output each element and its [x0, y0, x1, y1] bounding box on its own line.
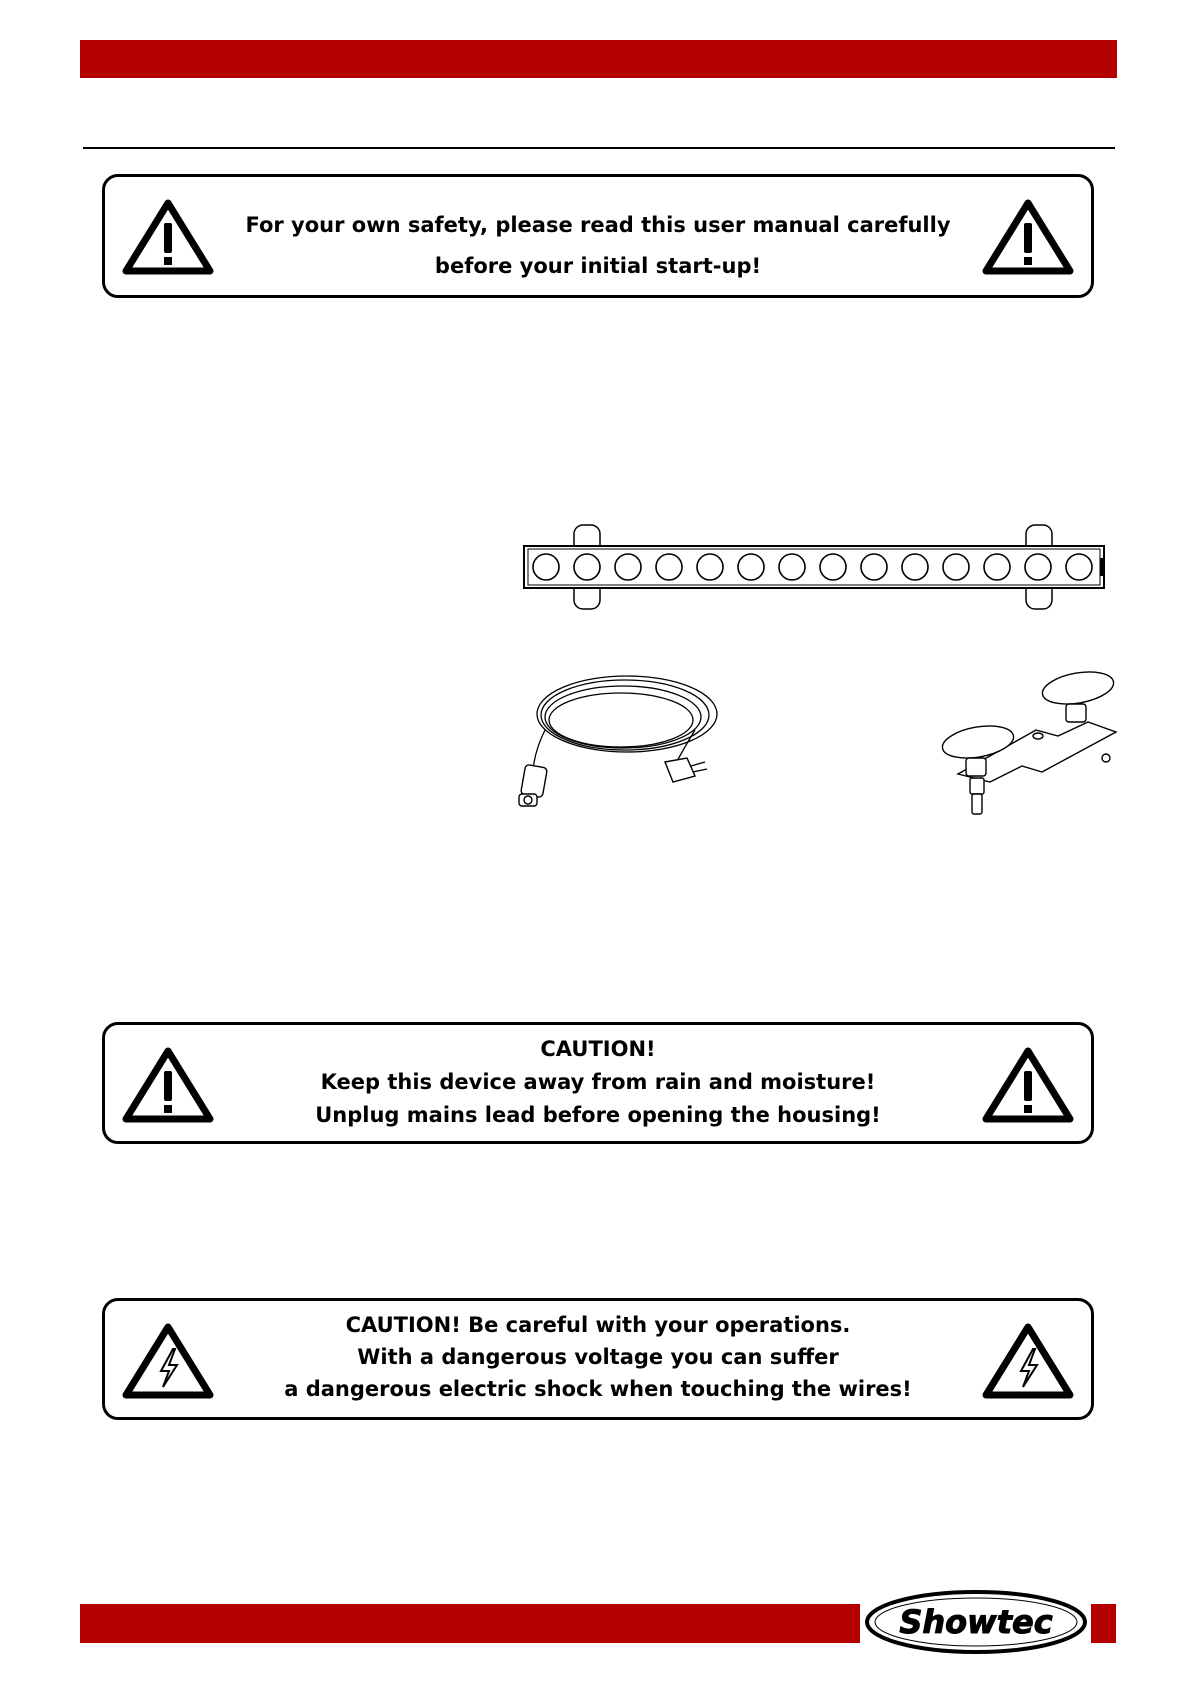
caution-notice-box — [102, 1022, 1094, 1144]
footer-red-bar — [80, 1604, 860, 1643]
showtec-logo — [864, 1589, 1088, 1655]
warning-triangle-icon — [981, 197, 1075, 277]
power-cable-drawing — [505, 670, 723, 810]
header-red-bar — [80, 40, 1117, 78]
shock-notice-line: CAUTION! Be careful with your operations. — [345, 1313, 851, 1337]
safety-notice-text — [225, 205, 971, 287]
warning-triangle-icon — [981, 1045, 1075, 1125]
mounting-bracket-drawing — [938, 670, 1120, 820]
header-rule — [83, 147, 1115, 149]
safety-notice-line: before your initial start-up! — [434, 254, 762, 278]
led-bar-product-drawing — [522, 522, 1106, 612]
logo-wordmark: Showtec — [899, 1603, 1053, 1641]
warning-triangle-icon — [121, 1045, 215, 1125]
high-voltage-icon — [121, 1321, 215, 1401]
warning-triangle-icon — [121, 197, 215, 277]
high-voltage-icon — [981, 1321, 1075, 1401]
footer-red-bar-end — [1091, 1604, 1116, 1643]
safety-notice-line: For your own safety, please read this user manual carefully — [245, 213, 951, 237]
caution-notice-line: CAUTION! — [540, 1037, 656, 1061]
caution-notice-line: Keep this device away from rain and moisture! — [320, 1070, 876, 1094]
shock-notice-line: a dangerous electric shock when touching the wires! — [284, 1377, 912, 1401]
caution-notice-text — [225, 1033, 971, 1132]
safety-notice-box — [102, 174, 1094, 298]
caution-notice-line: Unplug mains lead before opening the housing! — [315, 1103, 881, 1127]
shock-notice-text — [225, 1309, 971, 1405]
shock-notice-box — [102, 1298, 1094, 1420]
shock-notice-line: With a dangerous voltage you can suffer — [357, 1345, 839, 1369]
